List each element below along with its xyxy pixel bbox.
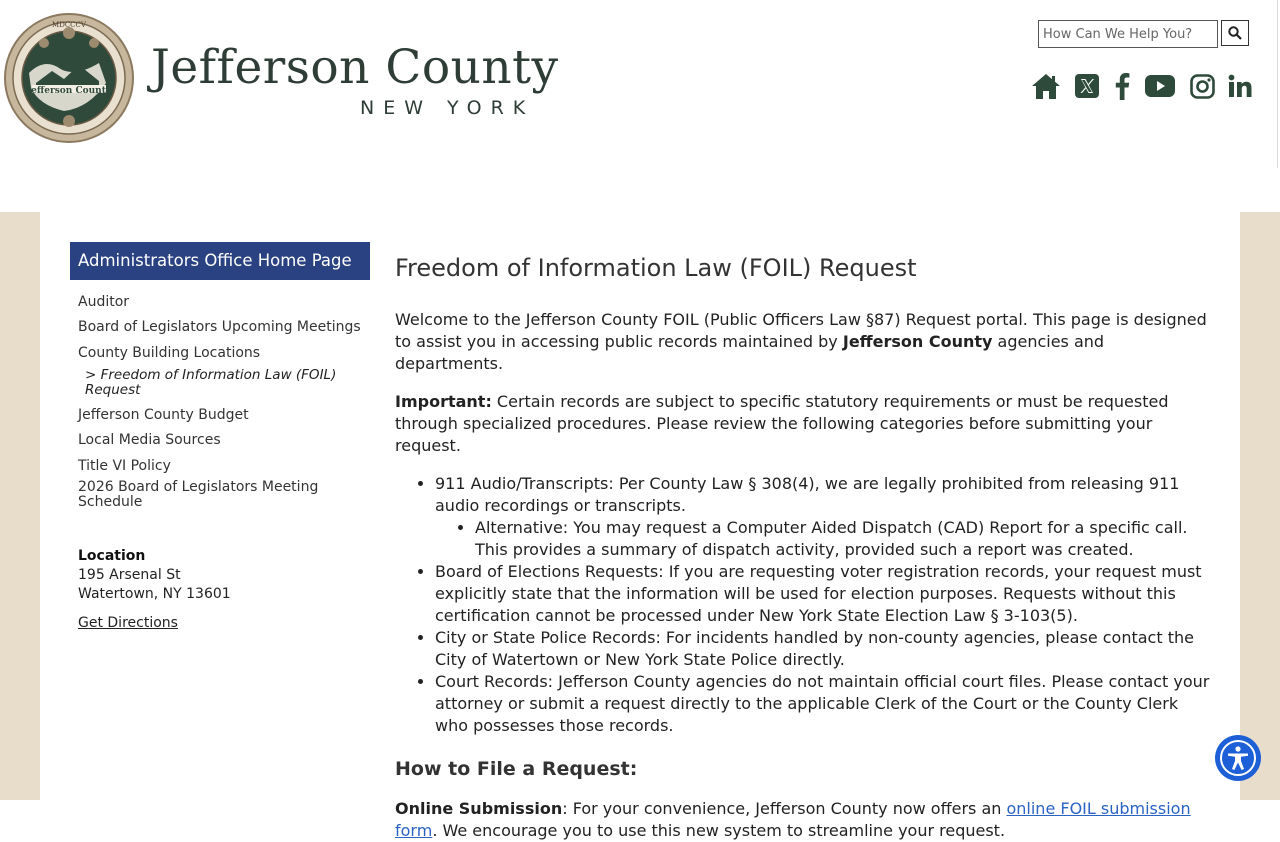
sidebar-item-budget[interactable]: Jefferson County Budget — [78, 407, 249, 423]
sidebar-item-foil-current[interactable]: > Freedom of Information Law (FOIL) Request — [85, 367, 337, 398]
category-911-alternative: Alternative: You may request a Computer Aided Dispatch (CAD) Report for a specific call. This provides a summary of dispatch activity, provided such a report was created. — [475, 518, 1188, 559]
list-item — [435, 561, 1215, 627]
list-item — [475, 517, 1215, 561]
category-court: Court Records: Jefferson County agencies do not maintain official court files. Please contact your attorney or submit a request directly to the applicable Clerk of the Court or the County Clerk who possesses those records. — [435, 672, 1210, 735]
sidebar-item-title-vi[interactable]: Title VI Policy — [78, 458, 171, 474]
important-paragraph — [395, 391, 1215, 457]
linkedin-icon — [1228, 74, 1252, 98]
sidebar-item-media-sources[interactable]: Local Media Sources — [78, 432, 221, 448]
page-title: Freedom of Information Law (FOIL) Request — [395, 254, 917, 282]
online-submission-label: Online Submission — [395, 799, 563, 818]
youtube-icon — [1145, 75, 1175, 97]
intro-paragraph — [395, 309, 1215, 375]
linkedin-link[interactable] — [1227, 70, 1253, 102]
category-elections: Board of Elections Requests: If you are requesting voter registration records, your request must explicitly state that the information will be used for election purposes. Requests without this certification cannot be processed under New York State Election Law § 3-103(5). — [435, 562, 1202, 625]
category-police: City or State Police Records: For incidents handled by non-county agencies, please contact the City of Watertown or New York State Police directly. — [435, 628, 1194, 669]
sidebar-heading-link[interactable]: Administrators Office Home Page — [70, 242, 370, 280]
home-link[interactable] — [1030, 70, 1062, 102]
sidebar-item-building-locations[interactable]: County Building Locations — [78, 345, 261, 361]
online-text-end: . We encourage you to use this new system to streamline your request. — [432, 821, 1006, 840]
online-submission-paragraph — [395, 798, 1215, 842]
intro-text-end: agencies and departments. — [395, 332, 1105, 373]
location-city: Watertown, NY 13601 — [78, 586, 231, 602]
get-directions-link[interactable]: Get Directions — [78, 615, 178, 631]
sidebar-item-auditor[interactable]: Auditor — [78, 294, 130, 310]
important-text: Certain records are subject to specific statutory requirements or must be requested through specialized procedures. Please review the following categories before submitting your request. — [395, 392, 1169, 455]
site-subtitle: NEW YORK — [360, 97, 535, 119]
home-icon — [1031, 72, 1061, 100]
x-twitter-icon — [1075, 74, 1099, 98]
site-title[interactable]: Jefferson County — [151, 40, 559, 95]
list-item — [435, 473, 1215, 561]
nested-list — [435, 517, 1215, 561]
seal-county-text: Jefferson County — [26, 86, 112, 96]
categories-list — [395, 473, 1215, 737]
sidebar-item-legislators-meetings[interactable]: Board of Legislators Upcoming Meetings — [78, 319, 361, 335]
main-content — [395, 250, 1215, 842]
intro-text: Welcome to the Jefferson County FOIL (Public Officers Law §87) Request portal. This page is designed to assist you in accessing public records maintained by — [395, 310, 1207, 351]
site-header — [0, 0, 1280, 212]
important-label: Important: — [395, 392, 492, 411]
sidebar-item-2026-schedule[interactable]: 2026 Board of Legislators Meeting Schedule — [78, 479, 319, 510]
accessibility-icon — [1219, 739, 1257, 777]
instagram-icon — [1190, 74, 1215, 99]
online-text: : For your convenience, Jefferson County now offers an — [562, 799, 1007, 818]
search-icon — [1228, 26, 1242, 40]
search-input[interactable] — [1038, 20, 1218, 48]
county-seal-logo[interactable] — [4, 13, 134, 143]
seal-year-text: MDCCCV — [52, 21, 86, 29]
location-title: Location — [78, 548, 146, 564]
intro-bold: Jefferson County — [842, 332, 993, 351]
facebook-icon — [1114, 72, 1130, 100]
location-street: 195 Arsenal St — [78, 567, 181, 583]
online-foil-form-link[interactable]: online FOIL submission form — [395, 799, 1191, 840]
list-item — [435, 627, 1215, 671]
how-to-file-heading: How to File a Request: — [395, 758, 638, 780]
youtube-link[interactable] — [1145, 70, 1175, 102]
list-item — [435, 671, 1215, 737]
x-twitter-link[interactable] — [1074, 70, 1100, 102]
accessibility-button[interactable] — [1215, 735, 1261, 781]
instagram-link[interactable] — [1188, 70, 1216, 102]
facebook-link[interactable] — [1111, 70, 1133, 102]
category-911: 911 Audio/Transcripts: Per County Law § 308(4), we are legally prohibited from releasing 911 audio recordings or transcripts. — [435, 474, 1180, 515]
search-button[interactable] — [1221, 20, 1249, 46]
header-divider — [1277, 0, 1278, 168]
